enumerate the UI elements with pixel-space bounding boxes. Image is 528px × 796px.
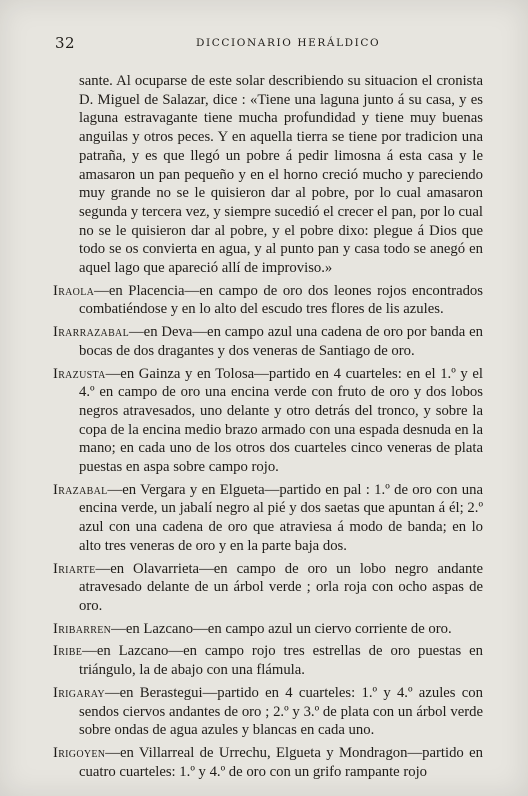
entry-text: —en Deva—en campo azul una cadena de oro por banda en bocas de dos dragantes y dos veneras de Santiago de oro. [79, 324, 483, 359]
entry-text: —en Berastegui—partido en 4 cuarteles: 1.º y 4.º azules con sendos ciervos andantes de oro ; 2.º y 3.º de plata con un árbol verde sobre ondas de agua azules y blancas en cada uno. [79, 684, 483, 739]
entry-text: —en Lazcano—en campo rojo tres estrellas de oro puestas en triángulo, la de abajo con una flámula. [79, 643, 483, 679]
entry-text: —en Lazcano—en campo azul un ciervo corriente de oro. [111, 620, 452, 637]
entry-irigoyen [53, 744, 483, 781]
intro-paragraph: sante. Al ocuparse de este solar describiendo su situacion el cronista D. Miguel de Salazar, dice : «Tiene una laguna junto á su casa, y es laguna estravagante tiene mucha profundidad y tiene muy buenas anguilas y otros peces. Y en aquella tierra se tiene por tradicion una patraña, y es que llegó un pobre á pedir limosna á esta casa y le amasaron un pan pequeño y en el horno creció mucho y pareciendo muy grande no se le quisieron dar al pobre, por lo cual amasaron segunda y tercera vez, y siempre sucedió el crecer el pan, por lo cual no se le quisieron dar al pobre, y el pobre dixo: plegue á Dios que todo se os convierta en agua, y al punto pan y casa todo se anegó en aquel lago que apareció allí de improviso.» [79, 73, 483, 277]
entry-irazusta [53, 365, 483, 477]
entry-text: —en Placencia—en campo de oro dos leones rojos encontrados combatiéndose y en lo alto del escudo tres flores de lis azules. [79, 282, 483, 318]
entry-irarrazabal [53, 323, 483, 360]
entry-iraola [53, 282, 483, 319]
page-body [53, 72, 483, 781]
entry-headword: Irigoyen [53, 744, 106, 761]
entry-headword: Iraola [53, 282, 95, 299]
running-head: DICCIONARIO HERÁLDICO [196, 37, 381, 49]
entry-headword: Irazusta [53, 365, 106, 382]
entry-headword: Irazabal [53, 481, 108, 498]
entry-iribarren [53, 620, 483, 639]
entry-iriarte [53, 560, 483, 616]
entry-text: —en Villarreal de Urrechu, Elgueta y Mondragon—partido en cuatro cuarteles: 1.º y 4.º de oro con un grifo rampante rojo [79, 744, 483, 780]
entry-headword: Iriarte [53, 560, 96, 577]
page-number: 32 [55, 34, 76, 52]
entry-headword: Iribe [53, 643, 83, 660]
entry-irigaray [53, 684, 483, 740]
entry-iribe [53, 642, 483, 679]
entry-irazabal [53, 481, 483, 556]
entry-text: —en Vergara y en Elgueta—partido en pal : 1.º de oro con una encina verde, un jabalí negro al pié y dos saetas que apuntan á él; 2.º azul con una cadena de oro que atraviesa á modo de banda; en lo alto tres veneras de oro y en la parte baja dos. [79, 481, 483, 554]
entry-headword: Irigaray [53, 684, 105, 701]
entry-text: —en Gainza y en Tolosa—partido en 4 cuarteles: en el 1.º y el 4.º en campo de oro una encina verde con fruto de oro y dos lobos negros atravesados, uno delante y otro detrás del tronco, y sobre la copa de la encina medio brazo armado con una espada desnuda en la mano; en cada uno de los otros dos cuarteles cinco veneras de plata puestas en aspa sobre campo rojo. [79, 365, 483, 476]
entry-text: —en Olavarrieta—en campo de oro un lobo negro andante atravesado delante de un árbol verde ; orla roja con ocho aspas de oro. [79, 560, 483, 614]
entry-headword: Iribarren [53, 620, 112, 637]
entry-headword: Irarrazabal [53, 324, 129, 341]
page-header [0, 34, 528, 54]
